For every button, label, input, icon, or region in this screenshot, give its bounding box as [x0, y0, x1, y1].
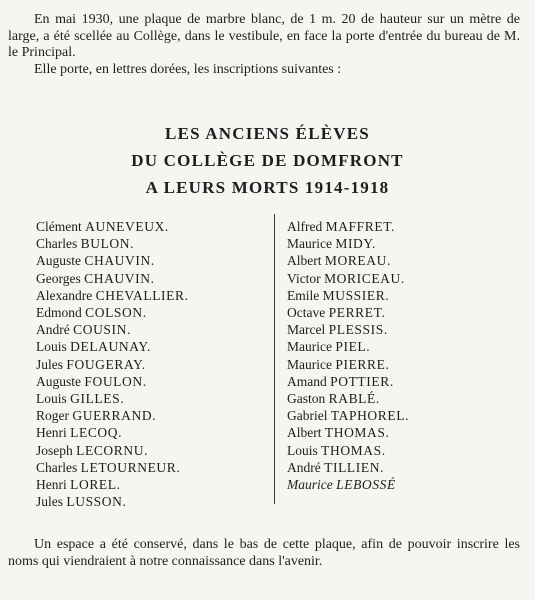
- heading-line-1: LES ANCIENS ÉLÈVES: [165, 124, 370, 143]
- first-name: Henri: [36, 477, 67, 493]
- first-name: Joseph: [36, 442, 73, 458]
- first-name: André: [287, 459, 321, 475]
- name-entry: [287, 252, 409, 269]
- name-entry: [287, 338, 409, 355]
- first-name: Jules: [36, 356, 63, 372]
- surname: LUSSON.: [66, 494, 127, 510]
- surname: TILLIEN.: [324, 459, 385, 475]
- name-entry: [287, 287, 409, 304]
- first-name: Auguste: [36, 253, 81, 269]
- surname: CHEVALLIER.: [95, 287, 189, 303]
- first-name: Gaston: [287, 391, 326, 407]
- first-name: Maurice: [287, 477, 333, 493]
- surname: POTTIER.: [330, 373, 394, 389]
- surname: FOUGERAY.: [66, 356, 146, 372]
- surname: RABLÉ.: [328, 391, 380, 407]
- name-entry: [287, 235, 409, 252]
- surname: MAFFRET.: [325, 219, 396, 234]
- closing-text: [8, 537, 520, 570]
- name-entry: [287, 218, 409, 235]
- name-entry: [287, 442, 409, 459]
- first-name: Charles: [36, 236, 78, 252]
- surname: CHAUVIN.: [84, 270, 155, 286]
- first-name: Maurice: [287, 356, 332, 372]
- first-name: Albert: [287, 425, 322, 441]
- first-name: Alfred: [287, 219, 323, 234]
- name-entry: [287, 304, 409, 321]
- surname: MOREAU.: [324, 253, 391, 269]
- first-name: Jules: [36, 494, 63, 510]
- first-name: Henri: [36, 425, 67, 441]
- names-column-right: [287, 218, 409, 493]
- name-entry: [287, 390, 409, 407]
- name-entry: [36, 476, 189, 493]
- surname: MORICEAU.: [324, 270, 405, 286]
- name-entry: [287, 270, 409, 287]
- surname: GUERRAND.: [72, 408, 157, 424]
- name-entry: [36, 407, 189, 424]
- surname: PIEL.: [335, 339, 371, 355]
- first-name: Maurice: [287, 339, 332, 355]
- name-entry: [36, 356, 189, 373]
- surname: AUNEVEUX.: [85, 219, 169, 234]
- name-entry: [36, 304, 189, 321]
- first-name: Georges: [36, 270, 81, 286]
- surname: PLESSIS.: [328, 322, 388, 338]
- surname: CHAUVIN.: [84, 253, 155, 269]
- heading-line-3: A LEURS MORTS 1914-1918: [145, 178, 390, 197]
- surname: DELAUNAY.: [70, 339, 151, 355]
- name-entry: [36, 424, 189, 441]
- name-entry: [36, 493, 189, 510]
- intro-paragraph-2: Elle porte, en lettres dorées, les inscriptions suivantes :: [34, 61, 342, 77]
- surname: LEBOSSÉ: [336, 477, 396, 493]
- name-entry: [36, 252, 189, 269]
- first-name: Amand: [287, 373, 327, 389]
- first-name: Auguste: [36, 373, 81, 389]
- name-entry: [36, 235, 189, 252]
- first-name: Louis: [36, 391, 67, 407]
- surname: COUSIN.: [73, 322, 131, 338]
- name-entry: [287, 373, 409, 390]
- surname: LECOQ.: [70, 425, 123, 441]
- names-column-left: [36, 218, 189, 510]
- surname: FOULON.: [84, 373, 147, 389]
- first-name: Clément: [36, 219, 82, 234]
- surname: BULON.: [80, 236, 135, 252]
- name-entry: [36, 218, 189, 235]
- surname: LETOURNEUR.: [80, 459, 181, 475]
- name-entry: [287, 356, 409, 373]
- surname: THOMAS.: [324, 425, 390, 441]
- first-name: Roger: [36, 408, 69, 424]
- first-name: Alexandre: [36, 287, 93, 303]
- name-entry: [36, 390, 189, 407]
- name-entry: [36, 459, 189, 476]
- first-name: André: [36, 322, 70, 338]
- surname: PERRET.: [328, 305, 386, 321]
- first-name: Charles: [36, 459, 78, 475]
- first-name: Emile: [287, 287, 320, 303]
- name-entry: [287, 424, 409, 441]
- first-name: Victor: [287, 270, 321, 286]
- surname: LOREL.: [70, 477, 121, 493]
- first-name: Octave: [287, 305, 326, 321]
- surname: COLSON.: [85, 305, 147, 321]
- surname: TAPHOREL.: [330, 408, 410, 424]
- intro-paragraph-1: En mai 1930, une plaque de marbre blanc, de 1 m. 20 de hauteur sur un mètre de large, a été scellée au Collège, dans le vestibule, en face la porte d'entrée du bureau de M. le Principal.: [8, 12, 520, 60]
- intro-text: [8, 12, 520, 78]
- first-name: Maurice: [287, 236, 332, 252]
- heading-line-2: DU COLLÈGE DE DOMFRONT: [131, 151, 404, 170]
- surname: MIDY.: [335, 236, 376, 252]
- first-name: Edmond: [36, 305, 82, 321]
- name-entry: [36, 338, 189, 355]
- name-entry: [36, 287, 189, 304]
- first-name: Marcel: [287, 322, 326, 338]
- surname: MUSSIER.: [322, 287, 390, 303]
- name-entry: [287, 459, 409, 476]
- first-name: Louis: [36, 339, 67, 355]
- name-entry: [36, 270, 189, 287]
- first-name: Louis: [287, 442, 318, 458]
- name-entry: [36, 321, 189, 338]
- name-entry: [287, 321, 409, 338]
- name-entry: [36, 373, 189, 390]
- surname: GILLES.: [70, 391, 125, 407]
- name-entry: [287, 407, 409, 424]
- surname: LECORNU.: [76, 442, 149, 458]
- name-entry: [287, 476, 409, 493]
- column-divider: [274, 214, 275, 504]
- closing-paragraph: Un espace a été conservé, dans le bas de cette plaque, afin de pouvoir inscrire les noms qui viendraient à notre connaissance dans l'avenir.: [8, 537, 520, 569]
- name-entry: [36, 442, 189, 459]
- first-name: Gabriel: [287, 408, 328, 424]
- surname: THOMAS.: [321, 442, 386, 458]
- first-name: Albert: [287, 253, 322, 269]
- surname: PIERRE.: [335, 356, 390, 372]
